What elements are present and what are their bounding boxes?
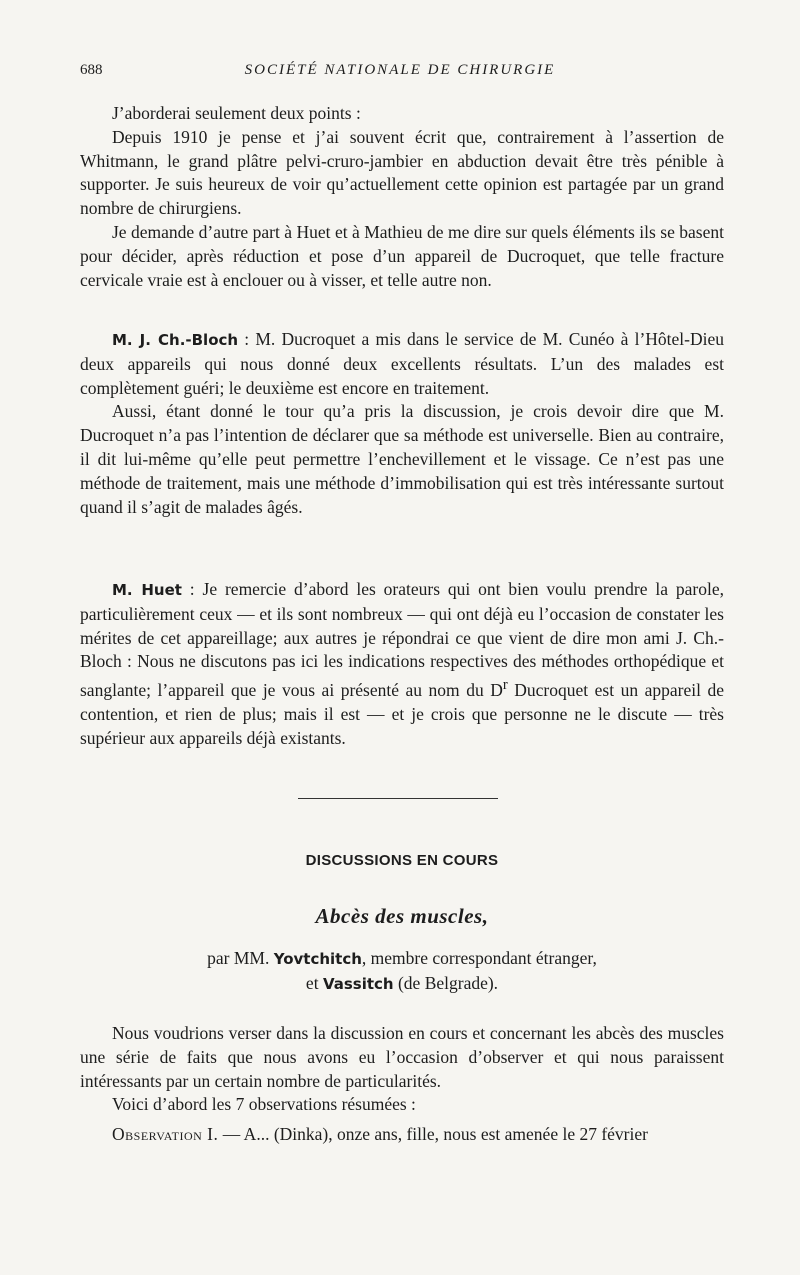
page-header xyxy=(80,62,720,86)
observation-label: Observation I. xyxy=(112,1124,219,1145)
speech-text: : M. Ducroquet a mis dans le service de M. Cunéo à l’Hôtel-Dieu deux appareils qui nous donné deux excellents résultats. L’un des malades est complètement guéri; le deuxième est encore en traitement. xyxy=(80,329,724,398)
superscript: r xyxy=(502,677,508,694)
speaker-name: M. J. Ch.-Bloch xyxy=(112,331,239,349)
discussion-block xyxy=(80,102,724,292)
byline-line xyxy=(80,946,724,971)
paragraph: Je demande d’autre part à Huet et à Mathieu de me dire sur quels éléments ils se basent pour décider, après réduction et pose d’un appareil de Ducroquet, que telle fracture cervicale vraie est à enclouer ou à visser, et telle autre non. xyxy=(80,221,724,290)
speech-text: : Je remercie d’abord les orateurs qui ont bien voulu prendre la parole, particulièrement ceux — et ils sont nombreux — qui ont déjà eu l’occasion de constater les mérites de cet appareillage; aux autres je répondrai ce que vient de dire mon ami J. Ch.-Bloch : Nous ne discutons pas ici les indications respectives des méthodes orthopédique et sanglante; l’appareil que je vous ai présenté au nom du D xyxy=(80,579,724,701)
section-heading: DISCUSSIONS EN COURS xyxy=(305,852,499,869)
author-name: Yovtchitch xyxy=(273,950,362,968)
speaker-name: M. Huet xyxy=(112,581,182,599)
paragraph: J’aborderai seulement deux points : xyxy=(112,103,361,123)
paragraph: Depuis 1910 je pense et j’ai souvent écrit que, contrairement à l’assertion de Whitmann, le grand plâtre pelvi-cruro-jambier en abduction devait être très pénible à supporter. Je suis heureux de voir qu’actuellement cette opinion est partagée par un grand nombre de chirurgiens. xyxy=(80,126,724,219)
paragraph: Nous voudrions verser dans la discussion en cours et concernant les abcès des muscles une série de faits que nous avons eu l’occasion d’observer et qui nous paraissent intéressants par un certain nombre de particularités. xyxy=(80,1023,724,1091)
byline-line xyxy=(80,971,724,996)
section-divider xyxy=(298,798,498,799)
page-number: 688 xyxy=(80,62,103,78)
running-title: SOCIÉTÉ NATIONALE DE CHIRURGIE xyxy=(244,62,556,78)
byline xyxy=(80,946,724,996)
byline-prefix: et xyxy=(305,973,323,993)
observation-text: — A... (Dinka), onze ans, fille, nous est amenée le 27 février xyxy=(218,1124,648,1145)
speech-text: Ducroquet est un appareil de contention, et rien de plus; mais il est — et je crois que personne ne le discute — très supérieur aux appareils déjà existants. xyxy=(80,680,724,748)
article-body xyxy=(80,1022,724,1147)
huet-intervention xyxy=(80,578,724,750)
author-name: Vassitch xyxy=(322,975,394,993)
bloch-intervention xyxy=(80,328,724,519)
byline-affiliation: , membre correspondant étranger, xyxy=(361,948,597,968)
paragraph xyxy=(80,578,724,750)
paragraph: Aussi, étant donné le tour qu’a pris la discussion, je crois devoir dire que M. Ducroquet n’a pas l’intention de déclarer que sa méthode est universelle. Bien au contraire, il dit lui-même qu’elle peut permettre l’enchevillement et le vissage. Ce n’est pas une méthode de traitement, mais une méthode d’immobilisation qui est très intéressante surtout quand il s’agit de malades âgés. xyxy=(80,401,724,517)
article-title: Abcès des muscles, xyxy=(315,904,489,928)
byline-origin: (de Belgrade). xyxy=(393,973,499,993)
paragraph: Voici d’abord les 7 observations résumées : xyxy=(112,1094,416,1115)
paragraph xyxy=(80,328,724,400)
observation-paragraph xyxy=(80,1123,724,1147)
byline-prefix: par MM. xyxy=(207,948,274,968)
